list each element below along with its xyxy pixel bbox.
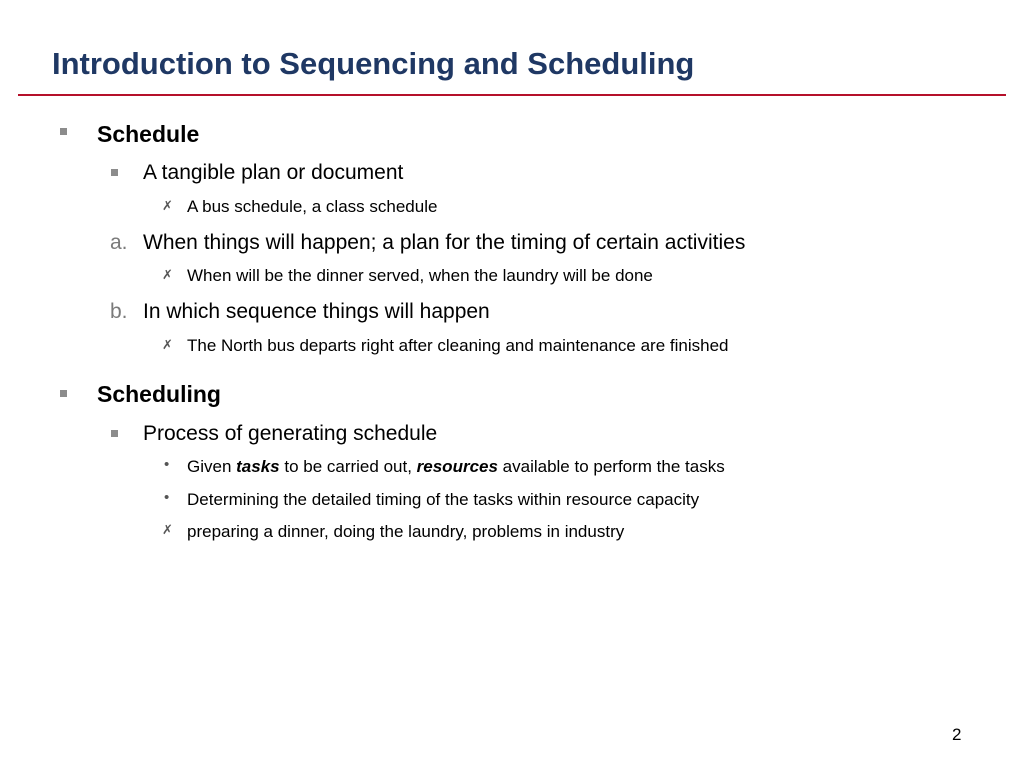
- alpha-marker-b: b.: [110, 300, 128, 323]
- item-north-bus: The North bus departs right after cleaning and maintenance are finished: [187, 336, 729, 355]
- cross-bullet-icon: ✗: [162, 337, 173, 352]
- item-tangible-plan: A tangible plan or document: [143, 161, 404, 184]
- square-bullet-icon: [60, 390, 67, 397]
- given-mid: to be carried out,: [279, 457, 417, 476]
- item-bus-schedule: A bus schedule, a class schedule: [187, 197, 438, 216]
- alpha-marker-a: a.: [110, 231, 128, 254]
- item-sequence: In which sequence things will happen: [143, 300, 490, 323]
- item-determining-timing: Determining the detailed timing of the tasks within resource capacity: [187, 490, 700, 509]
- page-number: 2: [952, 725, 962, 744]
- heading-scheduling: Scheduling: [97, 381, 221, 407]
- given-suffix: available to perform the tasks: [497, 457, 725, 476]
- title-divider: [18, 94, 1006, 96]
- dot-bullet-icon: •: [164, 456, 170, 473]
- heading-schedule: Schedule: [97, 121, 200, 147]
- dot-bullet-icon: •: [164, 489, 170, 506]
- item-dinner-laundry: When will be the dinner served, when the laundry will be done: [187, 266, 653, 285]
- cross-bullet-icon: ✗: [162, 267, 173, 282]
- item-process: Process of generating schedule: [143, 422, 438, 445]
- resources-emphasis: resources: [416, 457, 498, 476]
- item-examples: preparing a dinner, doing the laundry, problems in industry: [187, 522, 625, 541]
- cross-bullet-icon: ✗: [162, 522, 173, 537]
- slide-title: Introduction to Sequencing and Scheduling: [52, 46, 695, 81]
- item-when-things-happen: When things will happen; a plan for the timing of certain activities: [143, 231, 746, 254]
- tasks-emphasis: tasks: [236, 457, 280, 476]
- given-prefix: Given: [187, 457, 237, 476]
- square-bullet-icon: [111, 430, 118, 437]
- cross-bullet-icon: ✗: [162, 198, 173, 213]
- item-given-tasks: [187, 457, 725, 477]
- square-bullet-icon: [111, 169, 118, 176]
- square-bullet-icon: [60, 128, 67, 135]
